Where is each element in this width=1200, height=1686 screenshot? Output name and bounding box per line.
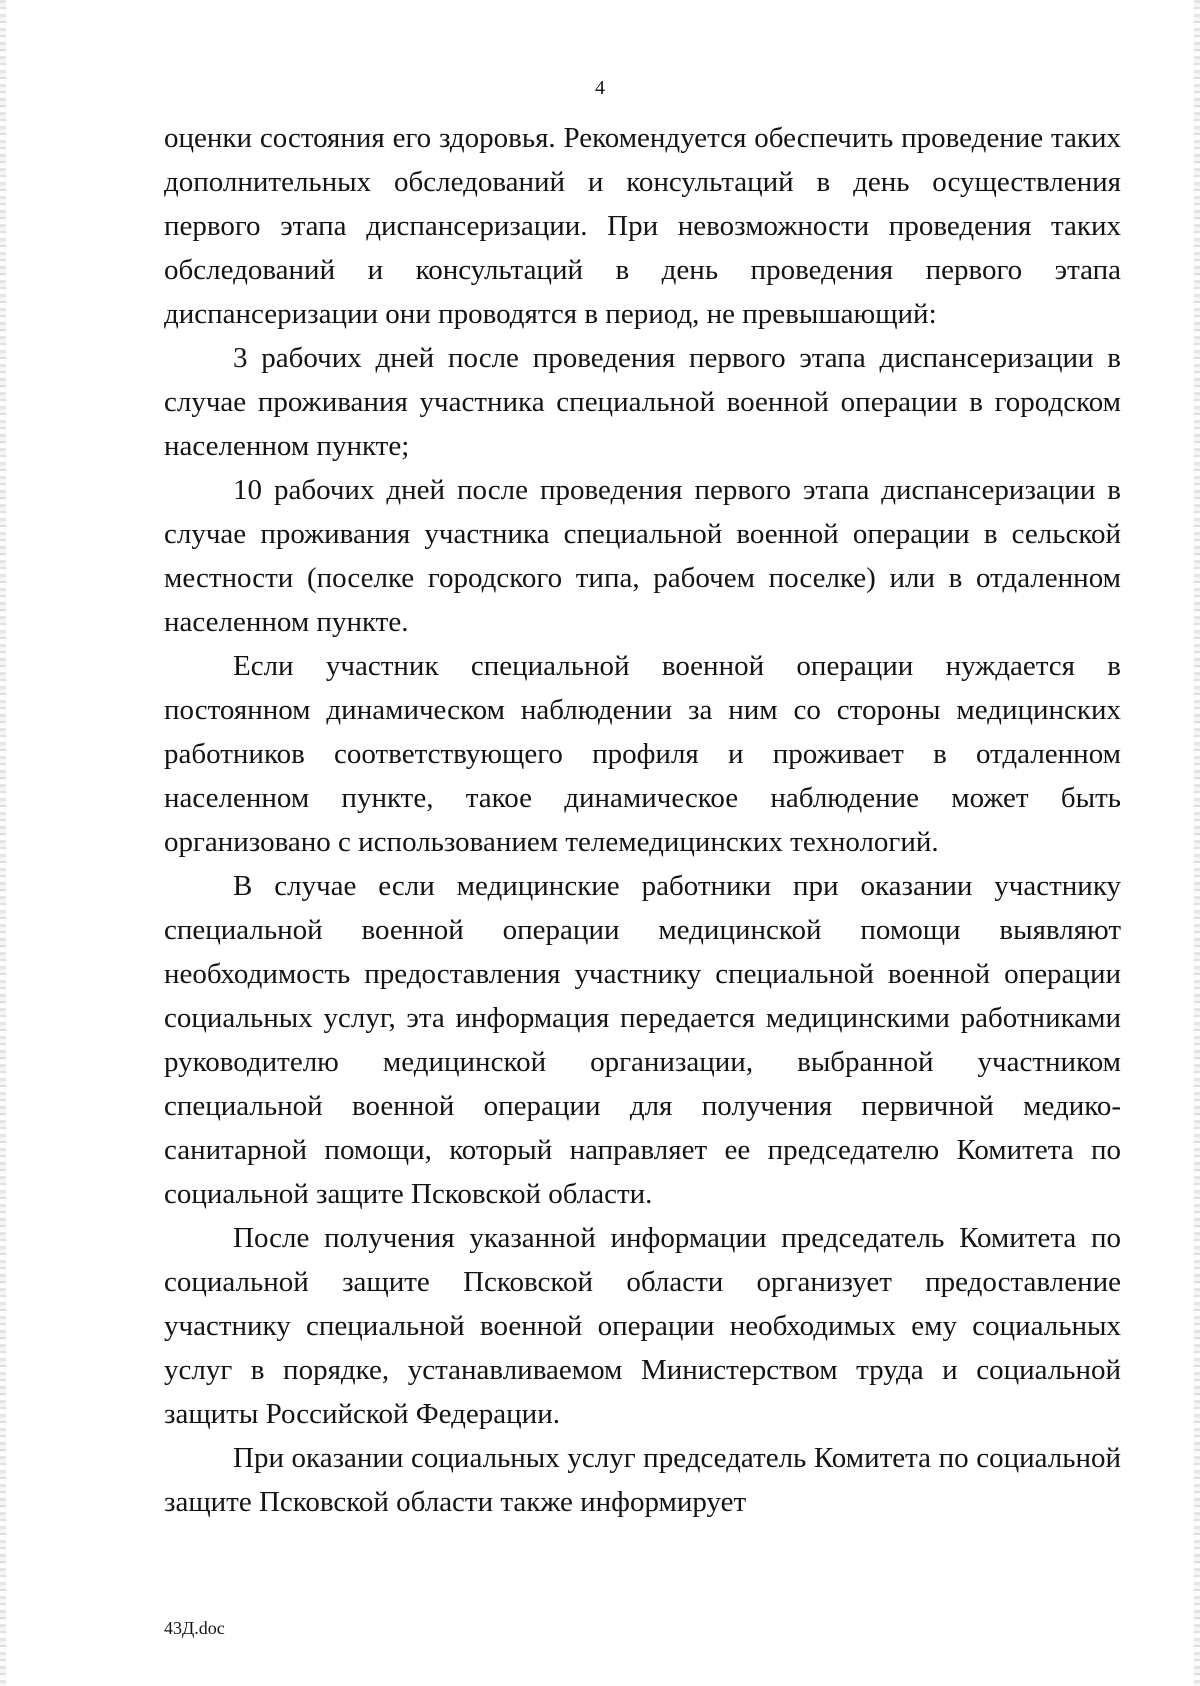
page-number: 4	[595, 77, 605, 99]
footer-filename: 43Д.doc	[164, 1618, 225, 1638]
paragraph-continuation: оценки состояния его здоровья. Рекомендуется обеспечить проведение таких дополнительных обследований и консультаций в день осуществления первого этапа диспансеризации. При невозможности проведения таких обследований и консультаций в день проведения первого этапа диспансеризации они проводятся в период, не превышающий:	[164, 122, 1121, 330]
scan-edge-left	[0, 0, 6, 1686]
paragraph-social-services-need: В случае если медицинские работники при оказании участнику специальной военной операции медицинской помощи выявляют необходимость предоставления участнику специальной военной операции социальных услуг, эта информация передается медицинскими работниками руководителю медицинской организации, выбранной участником специальной военной операции для получения первичной медико-санитарной помощи, который направляет ее председателю Комитета по социальной защите Псковской области.	[164, 870, 1121, 1210]
paragraph-committee-provision: После получения указанной информации председатель Комитета по социальной защите Псковской области организует предоставление участнику специальной военной операции необходимых ему социальных услуг в порядке, устанавливаемом Министерством труда и социальной защиты Российской Федерации.	[164, 1222, 1121, 1430]
paragraph-telemedicine: Если участник специальной военной операции нуждается в постоянном динамическом наблюдении за ним со стороны медицинских работников соответствующего профиля и проживает в отдаленном населенном пункте, такое динамическое наблюдение может быть организовано с использованием телемедицинских технологий.	[164, 650, 1121, 858]
document-body	[164, 116, 1121, 1524]
paragraph-rural-deadline: 10 рабочих дней после проведения первого этапа диспансеризации в случае проживания участника специальной военной операции в сельской местности (поселке городского типа, рабочем поселке) или в отдаленном населенном пункте.	[164, 474, 1121, 638]
scan-edge-right	[1194, 0, 1200, 1686]
paragraph-committee-informs: При оказании социальных услуг председатель Комитета по социальной защите Псковской области также информирует	[164, 1442, 1121, 1518]
paragraph-urban-deadline: 3 рабочих дней после проведения первого этапа диспансеризации в случае проживания участника специальной военной операции в городском населенном пункте;	[164, 342, 1121, 462]
